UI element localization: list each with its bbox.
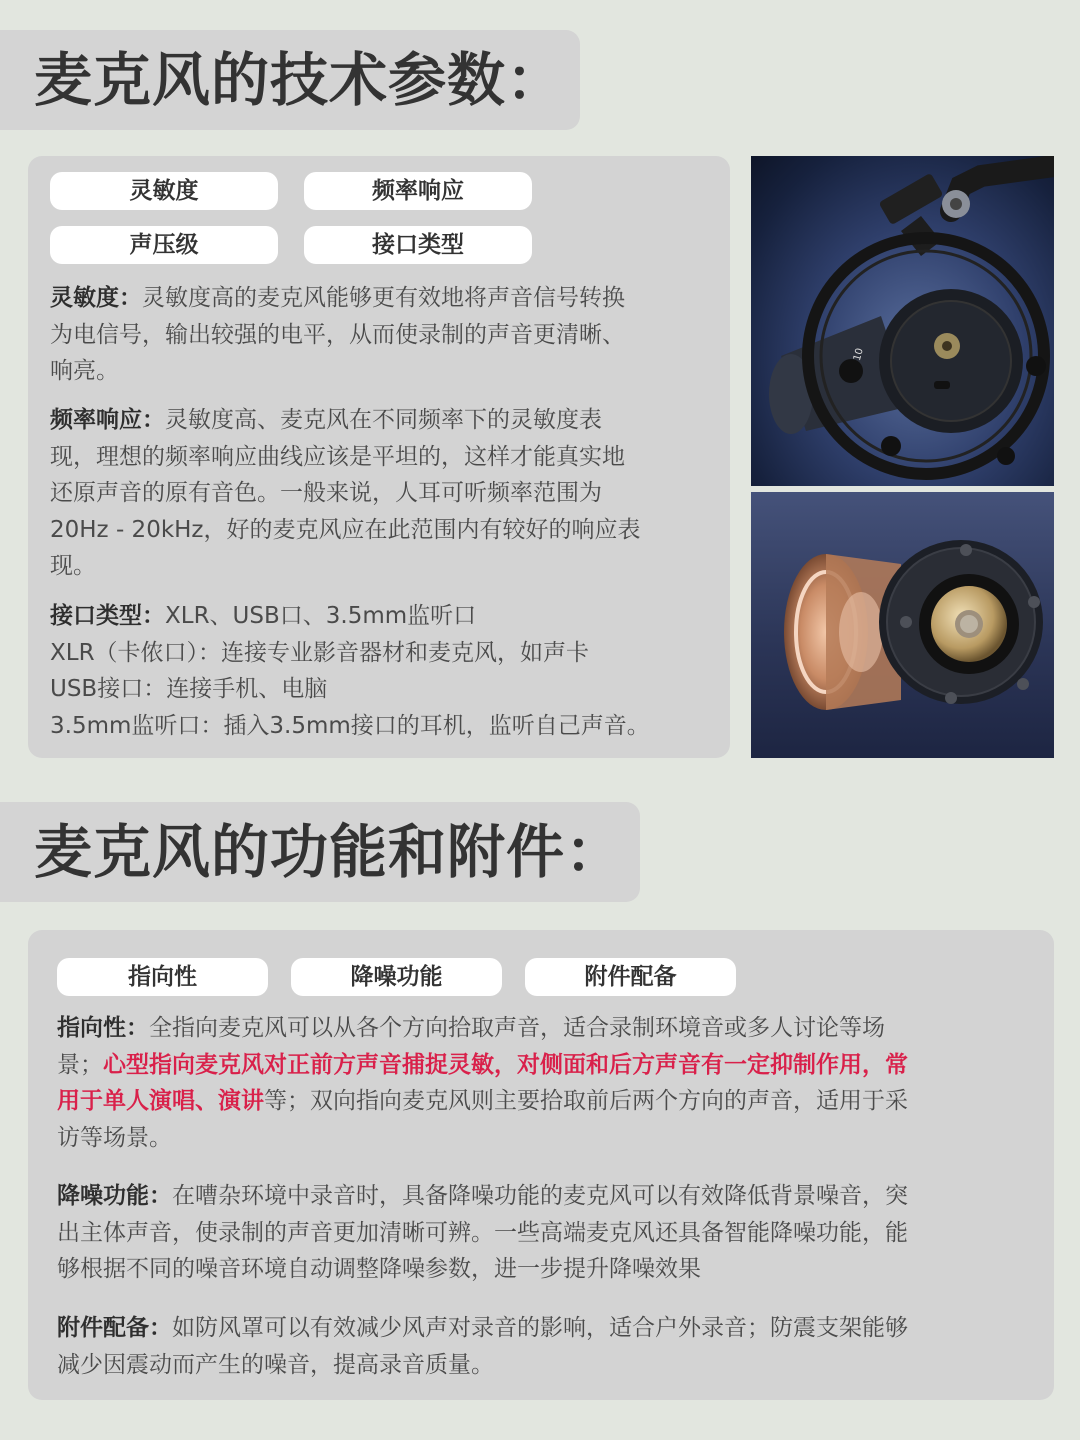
accessory-label: 附件配备：: [57, 1315, 172, 1341]
sensitivity-label: 灵敏度：: [50, 285, 142, 311]
sensitivity-text: 灵敏度高的麦克风能够更有效地将声音信号转换: [142, 285, 625, 311]
section-title-functions-accessories: 麦克风的功能和附件：: [34, 818, 625, 886]
directivity-text: 景；: [57, 1051, 103, 1078]
directivity-paragraph: [57, 1010, 908, 1156]
section-title-box: [0, 802, 640, 902]
mic-number-label: 10: [851, 346, 866, 363]
directivity-highlight: 心型指向麦克风对正前方声音捕捉灵敏，对侧面和后方声音有一定抑制作用，常: [103, 1051, 908, 1078]
frequency-text: 现。: [50, 553, 96, 579]
directivity-text: 访等场景。: [57, 1124, 172, 1151]
frequency-text: 灵敏度高、麦克风在不同频率下的灵敏度表: [165, 407, 602, 433]
interface-text: XLR（卡侬口）：连接专业影音器材和麦克风，如声卡: [50, 639, 590, 666]
tag-interface-type: 接口类型: [304, 226, 532, 264]
tag-noise-reduction: 降噪功能: [291, 958, 502, 996]
frequency-text: 现，理想的频率响应曲线应该是平坦的，这样才能真实地: [50, 443, 625, 470]
noise-label: 降噪功能：: [57, 1183, 172, 1209]
noise-text: 够根据不同的噪音环境自动调整降噪参数，进一步提升降噪效果: [57, 1256, 701, 1282]
frequency-text: 20Hz - 20kHz，好的麦克风应在此范围内有较好的响应表: [50, 516, 641, 543]
microphone-shockmount-image: [751, 156, 1054, 486]
noise-text: 出主体声音，使录制的声音更加清晰可辨。一些高端麦克风还具备智能降噪功能，能: [57, 1219, 908, 1246]
interface-text: USB接口：连接手机、电脑: [50, 676, 328, 702]
sensitivity-paragraph: [50, 280, 625, 390]
tag-directivity: 指向性: [57, 958, 268, 996]
sensitivity-text: 为电信号，输出较强的电平，从而使录制的声音更清晰、: [50, 321, 625, 348]
tech-specs-panel: [28, 156, 730, 758]
interface-label: 接口类型：: [50, 603, 165, 629]
tag-frequency-response: 频率响应: [304, 172, 532, 210]
microphone-illustration: [751, 156, 1054, 486]
directivity-text: 全指向麦克风可以从各个方向拾取声音，适合录制环境音或多人讨论等场: [149, 1015, 885, 1041]
noise-text: 在嘈杂环境中录音时，具备降噪功能的麦克风可以有效降低背景噪音，突: [172, 1183, 908, 1209]
sensitivity-text: 响亮。: [50, 358, 119, 384]
directivity-highlight: 用于单人演唱、演讲: [57, 1088, 264, 1114]
microphone-capsule-image: [751, 492, 1054, 758]
interface-paragraph: [50, 598, 650, 744]
accessory-text: 如防风罩可以有效减少风声对录音的影响，适合户外录音；防震支架能够: [172, 1315, 908, 1341]
tag-accessories: 附件配备: [525, 958, 736, 996]
interface-text: 3.5mm监听口：插入3.5mm接口的耳机，监听自己声音。: [50, 712, 650, 739]
functions-panel: [28, 930, 1054, 1400]
tag-sensitivity: 灵敏度: [50, 172, 278, 210]
section-title-tech-specs: 麦克风的技术参数：: [34, 46, 566, 114]
frequency-label: 频率响应：: [50, 407, 165, 433]
section-title-box: [0, 30, 580, 130]
accessory-text: 减少因震动而产生的噪音，提高录音质量。: [57, 1351, 494, 1378]
frequency-paragraph: [50, 402, 641, 585]
interface-text: XLR、USB口、3.5mm监听口: [165, 603, 477, 629]
accessory-paragraph: [57, 1310, 908, 1383]
tag-sound-pressure-level: 声压级: [50, 226, 278, 264]
noise-paragraph: [57, 1178, 908, 1288]
directivity-text: 等；双向指向麦克风则主要拾取前后两个方向的声音，适用于采: [264, 1088, 908, 1114]
frequency-text: 还原声音的原有音色。一般来说，人耳可听频率范围为: [50, 480, 602, 506]
directivity-label: 指向性：: [57, 1015, 149, 1041]
capsule-illustration: [751, 492, 1054, 758]
